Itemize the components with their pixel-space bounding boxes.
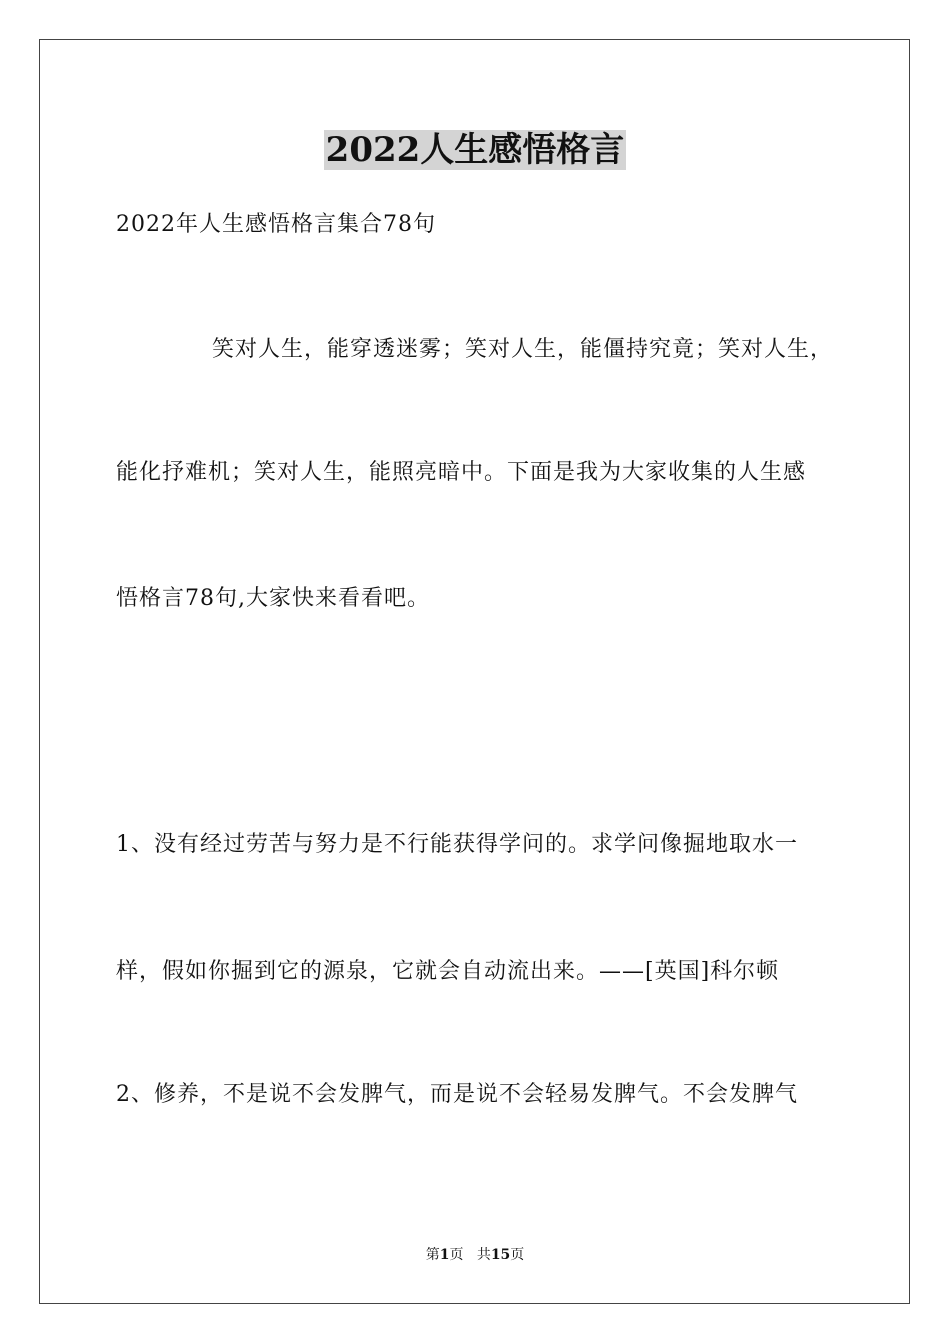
quote-line-1: 1、没有经过劳苦与努力是不行能获得学问的。求学问像掘地取水一 xyxy=(116,832,798,857)
footer-total-suffix: 页 xyxy=(510,1247,525,1263)
footer-page-prefix: 第 xyxy=(425,1247,440,1263)
footer-total-prefix: 共 xyxy=(476,1247,491,1263)
quote-line-3: 2、修养，不是说不会发脾气，而是说不会轻易发脾气。不会发脾气 xyxy=(116,1082,798,1107)
paragraph-line-3: 悟格言78句,大家快来看看吧。 xyxy=(116,586,430,611)
footer-page-number: 1 xyxy=(439,1247,450,1263)
footer-page-suffix: 页 xyxy=(449,1247,464,1263)
paragraph-line-2: 能化抒难机；笑对人生，能照亮暗中。下面是我为大家收集的人生感 xyxy=(116,460,807,485)
document-subtitle: 2022年人生感悟格言集合78句 xyxy=(116,212,436,237)
document-title xyxy=(0,126,950,174)
page-footer xyxy=(0,1245,950,1265)
paragraph-line-1: 笑对人生，能穿透迷雾；笑对人生，能僵持究竟；笑对人生， xyxy=(212,337,834,362)
quote-line-2: 样，假如你掘到它的源泉，它就会自动流出来。——[英国]科尔顿 xyxy=(116,959,780,984)
footer-total-pages: 15 xyxy=(490,1247,511,1263)
document-title-text: 2022人生感悟格言 xyxy=(325,130,625,170)
